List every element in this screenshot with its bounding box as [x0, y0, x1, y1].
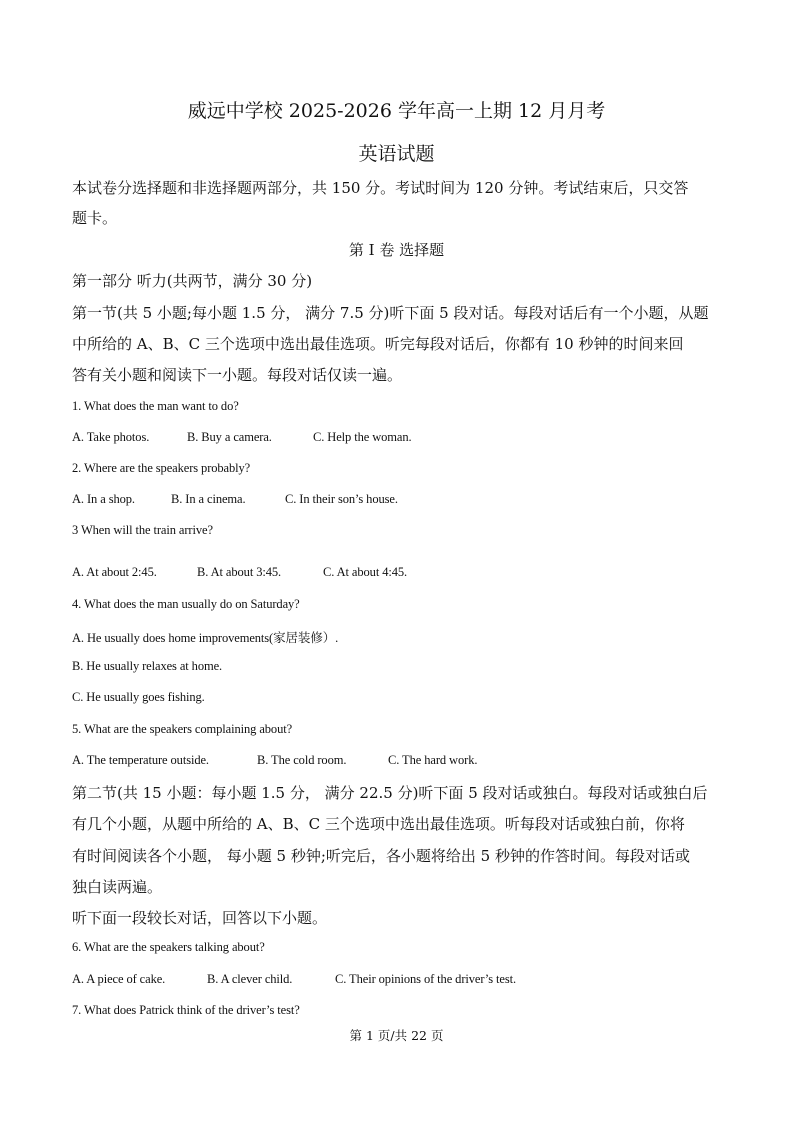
question-2: 2. Where are the speakers probably? [72, 461, 251, 475]
q2-option-b: B. In a cinema. [171, 492, 246, 506]
intro-line-1: 本试卷分选择题和非选择题两部分，共 150 分。考试时间为 120 分钟。考试结束后，只交答 [72, 179, 689, 197]
section2-line-2: 有几个小题，从题中所给的 A、B、C 三个选项中选出最佳选项。听每段对话或独白前，你将 [72, 815, 685, 833]
question-5: 5. What are the speakers complaining about? [72, 722, 293, 736]
section2-line-3: 有时间阅读各个小题， 每小题 5 秒钟;听完后，各小题将给出 5 秒钟的作答时间。每段对话或 [72, 847, 690, 865]
q6-option-b: B. A clever child. [207, 972, 293, 986]
q4-option-a: A. He usually does home improvements(家居装修）. [72, 631, 339, 645]
part1-heading: 第一部分 听力(共两节，满分 30 分) [72, 272, 313, 290]
q4-option-c: C. He usually goes fishing. [72, 690, 205, 704]
q3-option-c: C. At about 4:45. [323, 565, 408, 579]
q4-option-b: B. He usually relaxes at home. [72, 659, 223, 673]
q6-option-c: C. Their opinions of the driver’s test. [335, 972, 517, 986]
intro-line-2: 题卡。 [72, 209, 118, 227]
question-6: 6. What are the speakers talking about? [72, 940, 265, 954]
q2-option-a: A. In a shop. [72, 492, 135, 506]
question-3: 3 When will the train arrive? [72, 523, 213, 537]
question-4: 4. What does the man usually do on Saturday? [72, 597, 300, 611]
question-7: 7. What does Patrick think of the driver’s test? [72, 1003, 300, 1017]
q1-option-a: A. Take photos. [72, 430, 150, 444]
q3-option-a: A. At about 2:45. [72, 565, 157, 579]
section1-line-1: 第一节(共 5 小题;每小题 1.5 分， 满分 7.5 分)听下面 5 段对话。每段对话后有一个小题，从题 [72, 304, 709, 322]
question-1: 1. What does the man want to do? [72, 399, 239, 413]
section1-line-3: 答有关小题和阅读下一小题。每段对话仅读一遍。 [72, 366, 403, 384]
page-footer: 第 1 页/共 22 页 [349, 1028, 444, 1043]
q5-option-c: C. The hard work. [388, 753, 478, 767]
q1-option-c: C. Help the woman. [313, 430, 412, 444]
exam-subtitle: 英语试题 [358, 143, 435, 165]
section2-prompt: 听下面一段较长对话，回答以下小题。 [72, 909, 328, 927]
q1-option-b: B. Buy a camera. [187, 430, 272, 444]
q3-option-b: B. At about 3:45. [197, 565, 282, 579]
q5-option-b: B. The cold room. [257, 753, 347, 767]
section1-line-2: 中所给的 A、B、C 三个选项中选出最佳选项。听完每段对话后，你都有 10 秒钟的时间来回 [72, 335, 684, 353]
exam-title: 威远中学校 2025-2026 学年高一上期 12 月月考 [187, 100, 606, 122]
section2-line-4: 独白读两遍。 [72, 878, 163, 896]
volume-heading: 第 I 卷 选择题 [348, 241, 445, 259]
q6-option-a: A. A piece of cake. [72, 972, 166, 986]
q2-option-c: C. In their son’s house. [285, 492, 398, 506]
section2-line-1: 第二节(共 15 小题：每小题 1.5 分， 满分 22.5 分)听下面 5 段对话或独白。每段对话或独白后 [72, 784, 708, 802]
q5-option-a: A. The temperature outside. [72, 753, 209, 767]
